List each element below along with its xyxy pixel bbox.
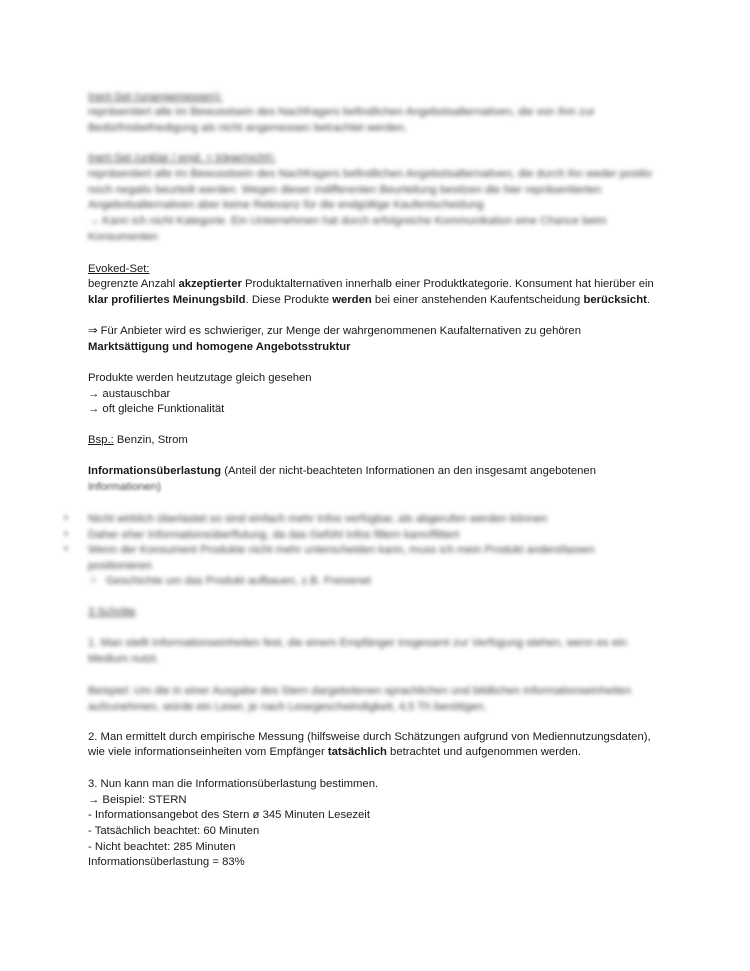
produkte-line: Produkte werden heutzutage gleich gesehen bbox=[88, 372, 312, 384]
evoked-set-line-2: klar profiliertes Meinungsbild. Diese Produkte werden bei einer anstehenden Kaufentscheidung berücksicht. bbox=[88, 294, 651, 306]
bullet-marker: • bbox=[64, 512, 68, 524]
blurred-heading: Inert-Set (unangemessen): bbox=[88, 91, 223, 103]
evoked-set-heading: Evoked-Set: bbox=[88, 263, 150, 275]
blurred-bullet: Nicht wirklich überlastet so sind einfach mehr Infos verfügbar, als abgerufen werden können bbox=[88, 513, 548, 525]
blurred-bullet: Daher eher Informationsüberflutung, da das Gefühl Infos fillern kann/flittert bbox=[88, 529, 460, 541]
step-3-line-1: 3. Nun kann man die Informationsüberlastung bestimmen. bbox=[88, 778, 379, 790]
bullet-marker: • bbox=[64, 528, 68, 540]
step-3-line-5: - Nicht beachtet: 285 Minuten bbox=[88, 841, 236, 853]
blurred-text: Angebotsalternativen aber keine Relevanz für die endgültige Kaufentscheidung bbox=[88, 199, 484, 211]
blurred-text: Medium nutzt. bbox=[88, 653, 159, 665]
bullet-marker: • bbox=[64, 543, 68, 555]
blurred-text: Beispiel: Um die in einer Ausgabe des Stern dargebotenen sprachlichen und bildlichen Informationseinheiten bbox=[88, 685, 632, 697]
step-3-line-3: - Informationsangebot des Stern ø 345 Minuten Lesezeit bbox=[88, 809, 370, 821]
produkte-arrow-1: → austauschbar bbox=[88, 388, 171, 400]
blurred-text: Bedürfnisbefriedigung als nicht angemessen betrachtet werden. bbox=[88, 122, 408, 134]
info-continuation: Informationen) bbox=[88, 481, 161, 493]
step-3-line-6: Informationsüberlastung = 83% bbox=[88, 856, 245, 868]
step-2-line-1: 2. Man ermittelt durch empirische Messung (hilfsweise durch Schätzungen aufgrund von Mediennutzungsdaten), bbox=[88, 731, 651, 743]
blurred-bullet-cont: positionieren bbox=[88, 560, 153, 572]
produkte-arrow-2: → oft gleiche Funktionalität bbox=[88, 403, 225, 415]
bullet-marker: ○ bbox=[90, 574, 97, 586]
beispiel-line: Bsp.: Benzin, Strom bbox=[88, 434, 188, 446]
step-3-line-4: - Tatsächlich beachtet: 60 Minuten bbox=[88, 825, 260, 837]
step-2-line-2: wie viele informationseinheiten vom Empfänger tatsächlich betrachtet und aufgenommen werden. bbox=[88, 746, 581, 758]
blurred-sub-bullet: Geschichte um das Produkt aufbauen, z.B. Freixenet bbox=[106, 575, 371, 587]
blurred-text: aufzunehmen, würde ein Leser, je nach Lesegeschwindigkeit, 4,5 Th benötigen. bbox=[88, 701, 487, 713]
anbieter-bold-line: Marktsättigung und homogene Angebotsstruktur bbox=[88, 341, 351, 353]
anbieter-line: ⇒ Für Anbieter wird es schwieriger, zur Menge der wahrgenommenen Kaufalternativen zu gehören bbox=[88, 325, 581, 337]
blurred-text: → Kann ich nicht Kategorie. Ein Unternehmen hat durch erfolgreiche Kommunikation eine Chance beim bbox=[88, 215, 607, 227]
blurred-heading: Inert-Set (unklar / engl. = träge/nicht): bbox=[88, 152, 276, 164]
info-heading-line: Informationsüberlastung (Anteil der nicht-beachteten Informationen an den insgesamt angebotenen bbox=[88, 465, 596, 477]
blurred-heading: 3 Schritte bbox=[88, 606, 136, 618]
step-3-line-2: → Beispiel: STERN bbox=[88, 794, 187, 806]
blurred-text: Konsumenten bbox=[88, 231, 158, 243]
blurred-text: 1. Man stellt Informationseinheiten fest, die einem Empfänger insgesamt zur Verfügung stehen, wenn es ein bbox=[88, 637, 627, 649]
blurred-text: repräsentiert alle im Bewusstsein des Nachfragers befindlichen Angebotsalternativen, die von ihm zur bbox=[88, 106, 595, 118]
blurred-text: noch negativ beurteilt werden. Wegen dieser indifferenten Beurteilung besitzen die hier repräsentierten bbox=[88, 184, 602, 196]
blurred-text: repräsentiert alle im Bewusstsein des Nachfragers befindlichen Angebotsalternativen, die durch ihn weder positiv bbox=[88, 168, 652, 180]
blurred-bullet: Wenn der Konsument Produkte nicht mehr unterscheiden kann, muss ich mein Produkt andersfassen bbox=[88, 544, 595, 556]
evoked-set-line-1: begrenzte Anzahl akzeptierter Produktalternativen innerhalb einer Produktkategorie. Konsument hat hierüber ein bbox=[88, 278, 654, 290]
